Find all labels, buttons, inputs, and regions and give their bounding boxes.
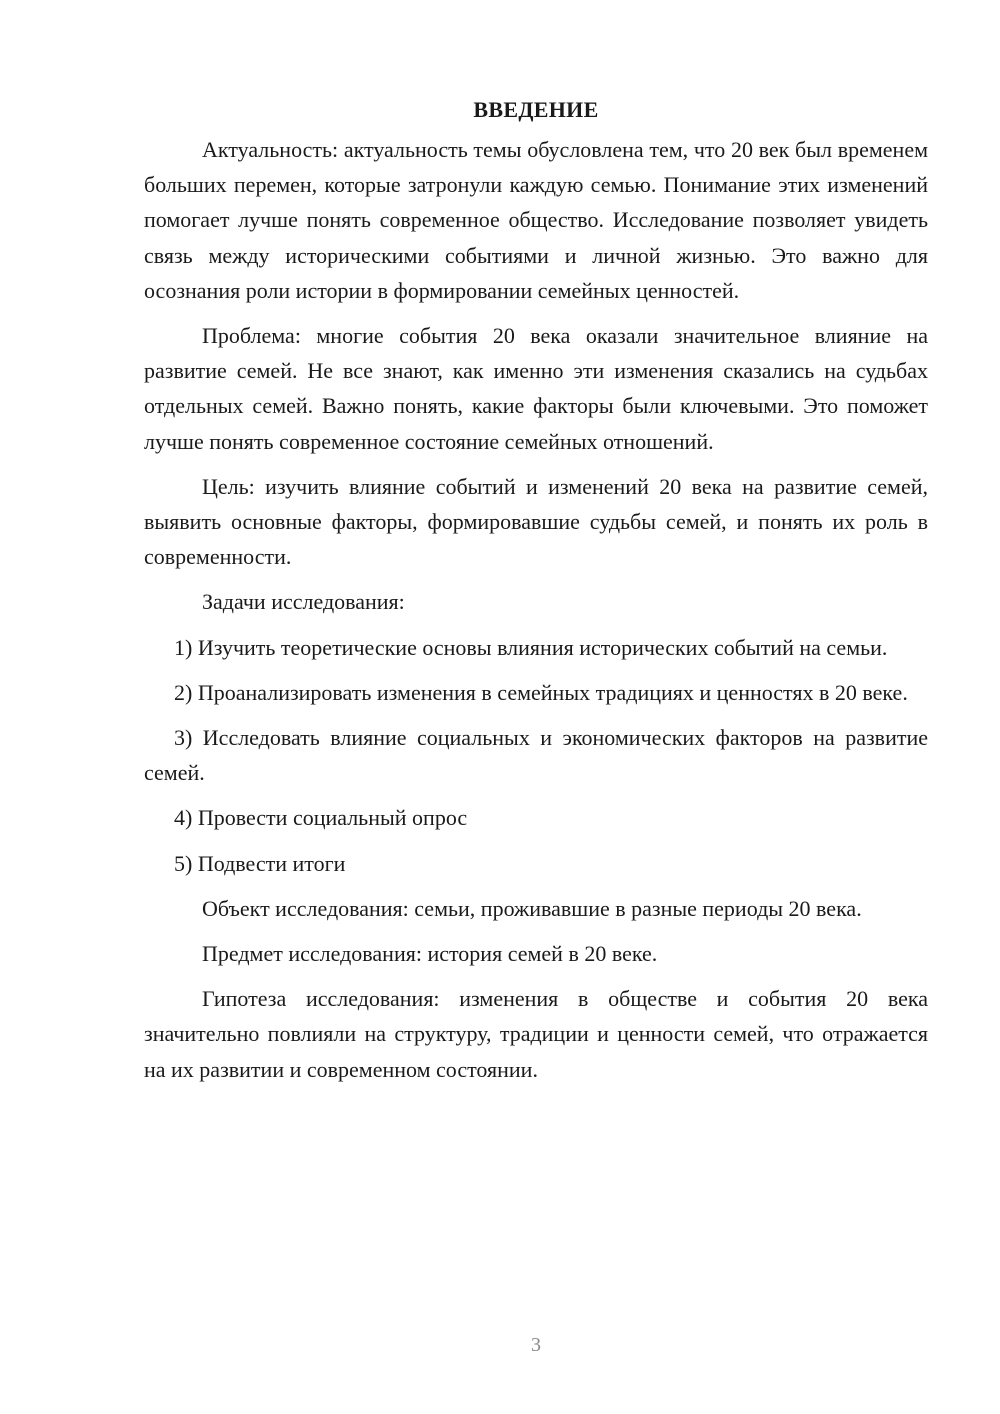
task-item-3: 3) Исследовать влияние социальных и экономических факторов на развитие семей.: [144, 725, 928, 786]
goal-paragraph: Цель: изучить влияние событий и изменений 20 века на развитие семей, выявить основные факторы, формировавшие судьбы семей, и понять их роль в современности.: [144, 473, 928, 570]
tasks-heading: Задачи исследования:: [202, 589, 405, 615]
problem-paragraph: Проблема: многие события 20 века оказали значительное влияние на развитие семей. Не все знают, как именно эти изменения сказались на судьбах отдельных семей. Важно понять, какие факторы были ключевыми. Это поможет лучше понять современное состояние семейных отношений.: [144, 323, 928, 454]
relevance-paragraph: Актуальность: актуальность темы обусловлена тем, что 20 век был временем больших перемен, которые затронули каждую семью. Понимание этих изменений помогает лучше понять современное общество. Исследование позволяет увидеть связь между историческими событиями и личной жизнью. Это важно для осознания роли истории в формировании семейных ценностей.: [144, 137, 928, 303]
task-item-1: 1) Изучить теоретические основы влияния исторических событий на семьи.: [174, 634, 888, 660]
task-item-2: 2) Проанализировать изменения в семейных традициях и ценностях в 20 веке.: [174, 679, 908, 705]
subject-paragraph: Предмет исследования: история семей в 20 веке.: [202, 941, 658, 967]
document-page: [144, 92, 928, 1087]
hypothesis-paragraph: Гипотеза исследования: изменения в обществе и события 20 века значительно повлияли на структуру, традиции и ценности семей, что отражается на их развитии и современном состоянии.: [144, 986, 928, 1082]
object-paragraph: Объект исследования: семьи, проживавшие в разные периоды 20 века.: [202, 895, 862, 921]
page-title: ВВЕДЕНИЕ: [473, 97, 599, 122]
page-number: 3: [531, 1334, 541, 1356]
task-item-4: 4) Провести социальный опрос: [174, 805, 468, 831]
task-item-5: 5) Подвести итоги: [174, 850, 346, 876]
